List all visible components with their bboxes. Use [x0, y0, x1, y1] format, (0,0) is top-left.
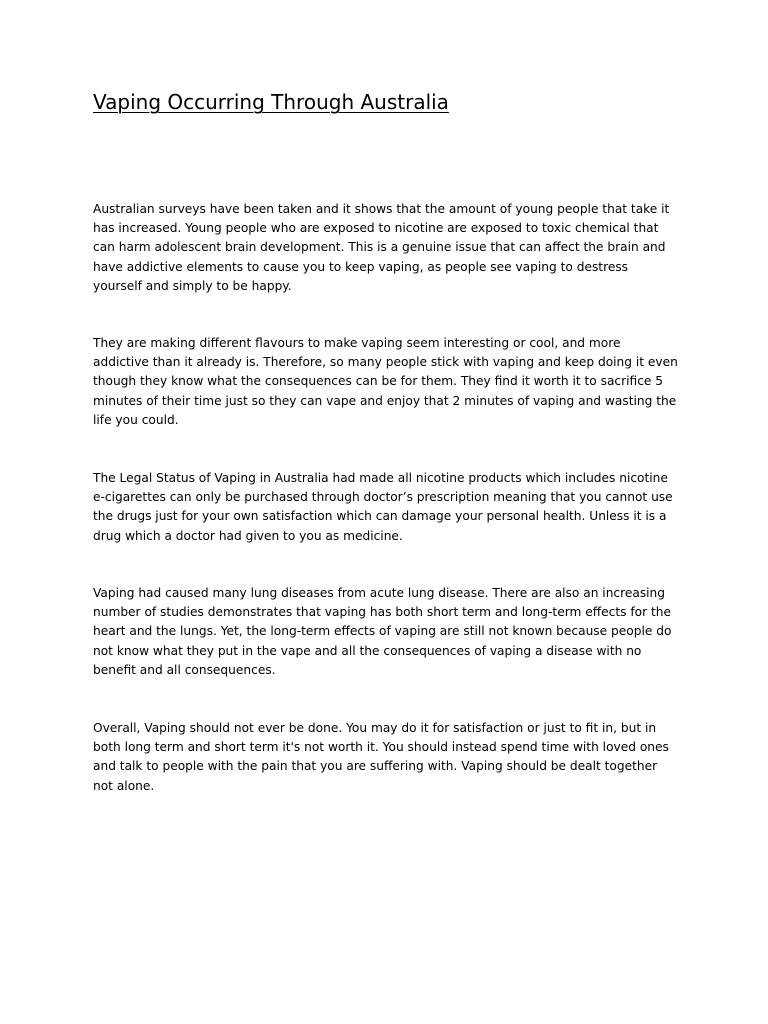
paragraph-lung-diseases: Vaping had caused many lung diseases from acute lung disease. There are also an increasing number of studies demonstrates that vaping has both short term and long-term effects for the heart and the lungs. Yet, the long-term effects of vaping are still not known because people do not know what they put in the vape and all the consequences of vaping a disease with no benefit and all consequences.: [93, 586, 672, 677]
document-title: Vaping Occurring Through Australia: [93, 90, 449, 114]
paragraph-legal-status: The Legal Status of Vaping in Australia had made all nicotine products which includes nicotine e-cigarettes can only be purchased through doctor’s prescription meaning that you cannot use the drugs just for your own satisfaction which can damage your personal health. Unless it is a drug which a doctor had given to you as medicine.: [93, 471, 673, 543]
paragraph-survey-findings: Australian surveys have been taken and it shows that the amount of young people that take it has increased. Young people who are exposed to nicotine are exposed to toxic chemical that can harm adolescent brain development. This is a genuine issue that can affect the brain and have addictive elements to cause you to keep vaping, as people see vaping to destress yourself and simply to be happy.: [93, 202, 670, 293]
paragraph-flavours: They are making different flavours to make vaping seem interesting or cool, and more addictive than it already is. Therefore, so many people stick with vaping and keep doing it even though they know what the consequences can be for them. They find it worth it to sacrifice 5 minutes of their time just so they can vape and enjoy that 2 minutes of vaping and wasting the life you could.: [93, 336, 678, 427]
paragraph-conclusion: Overall, Vaping should not ever be done. You may do it for satisfaction or just to fit in, but in both long term and short term it's not worth it. You should instead spend time with loved ones and talk to people with the pain that you are suffering with. Vaping should be dealt together not alone.: [93, 721, 669, 793]
